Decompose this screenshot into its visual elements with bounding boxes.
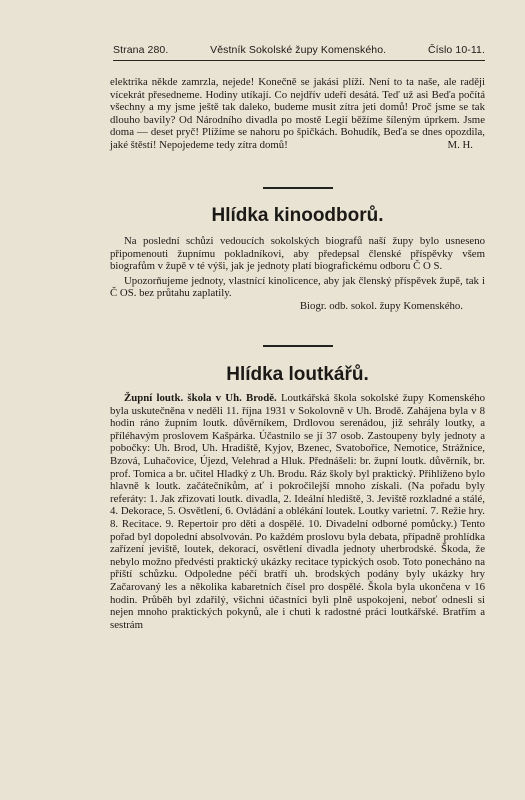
section-divider-1 [110, 187, 485, 189]
loutky-lead: Župní loutk. škola v Uh. Brodě. [124, 392, 277, 404]
issue-number: Číslo 10-11. [427, 44, 485, 56]
loutky-heading: Hlídka loutkářů. [226, 364, 369, 385]
loutky-body: Loutkářská škola sokolské župy Komenského byla uskutečněna v neděli 11. října 1931 v Sokolovně v Uh. Brodě. Zahájena byla v 8 hodin ráno župním loutk. důvěrníkem, Drdlovou serenádou, již sehrály loutky, a příléhavým proslovem Kašpárka. Účastnilo se jí 37 osob. Zastoupeny byly jednoty a pobočky: Uh. Brod, Uh. Hradiště, Kyjov, Bzenec, Svatobořice, Nemotice, Strážnice, Bzová, Luhačovice, Újezd, Velehrad a Hluk. Přednášeli: br. župní loutk. důvěrník, br. prof. Tomica a br. učitel Hladký z Uh. Brodu. Ráz školy byl praktický. Přihlíženo bylo hlavně k loutk. začátečníkům, ať i pokročilejší mnoho získali. (Na pořadu byly referáty: 1. Jak zřizovati loutk. divadla, 2. Ideální hlediště, 3. Jeviště rozkladné a stálé, 4. Dekorace, 5. Osvětlení, 6. Ovládání a oblékání loutek. Loutky varietní. 7. Režie hry. 8. Recitace. 9. Repertoir pro děti a dospělé. 10. Divadelní odborné pomůcky.) Tento pořad byl dopolední absolvován. Po každém proslovu byla debata, případně prohlídka zařízení jeviště, loutek, dekorací, osvětlení divadla jednoty uherbrodské. Škoda, že nebylo možno předvésti praktický ukázky recitace typických osob. Toto ponecháno na příští schůzku. Odpoledne péčí bratří uh. brodských podány byly ukázky hry Začarovaný les a několika kabaretních čísel pro dospělé. Škola byla ukončena v 16 hodin. Průběh byl zdařilý, všichni účastníci byli plně uspokojeni, neboť odnesli si nejen mnoho praktických pokynů, ale i chuti k radostné práci loutkářské. Bratřím a sestrám [110, 392, 485, 631]
kino-paragraph-1: Na poslední schůzi vedoucích sokolských biografů naší župy bylo usneseno připomenouti župnímu pokladníkovi, aby předepsal členské příspěvky všem biografům v župě v té výši, jak je jednoty platí biografickému odboru Č O S. [110, 235, 485, 273]
kino-section [110, 205, 485, 313]
loutky-section [110, 364, 485, 631]
header-rule [113, 60, 485, 61]
running-header [113, 44, 485, 56]
section-divider-2 [110, 345, 485, 347]
page-number: Strana 280. [113, 44, 169, 56]
kino-heading: Hlídka kinoodborů. [211, 205, 384, 226]
intro-section [110, 76, 485, 152]
loutky-paragraph [110, 392, 485, 631]
kino-signature: Biogr. odb. sokol. župy Komenského. [299, 299, 463, 312]
intro-signature: M. H. [447, 138, 473, 151]
intro-paragraph: elektrika někde zamrzla, nejede! Konečně se jakási plíží. Není to ta naše, ale raději vícekrát přesedneme. Hodiny utíkají. Co nejdřív udeří desátá. Teď už asi Beďa počítá všechny a my jsme ještě tak daleko, budeme musit zítra jeti domů! Proč jsme se tak dlouho bavily? Od Národního divadla po mostě Legií běžíme šíleným úprkem. Jsme doma — deset pryč! Plížíme se nahoru po špičkách. Bohudík, Beďa se dnes opozdila, jaké štěstí! Nepojedeme tedy zítra domů! [110, 76, 485, 151]
journal-title: Věstník Sokolské župy Komenského. [210, 44, 387, 56]
kino-paragraph-2: Upozorňujeme jednoty, vlastnící kinolicence, aby jak členský příspěvek župě, tak i Č OS. bez průtahu zaplatily. [110, 274, 485, 300]
